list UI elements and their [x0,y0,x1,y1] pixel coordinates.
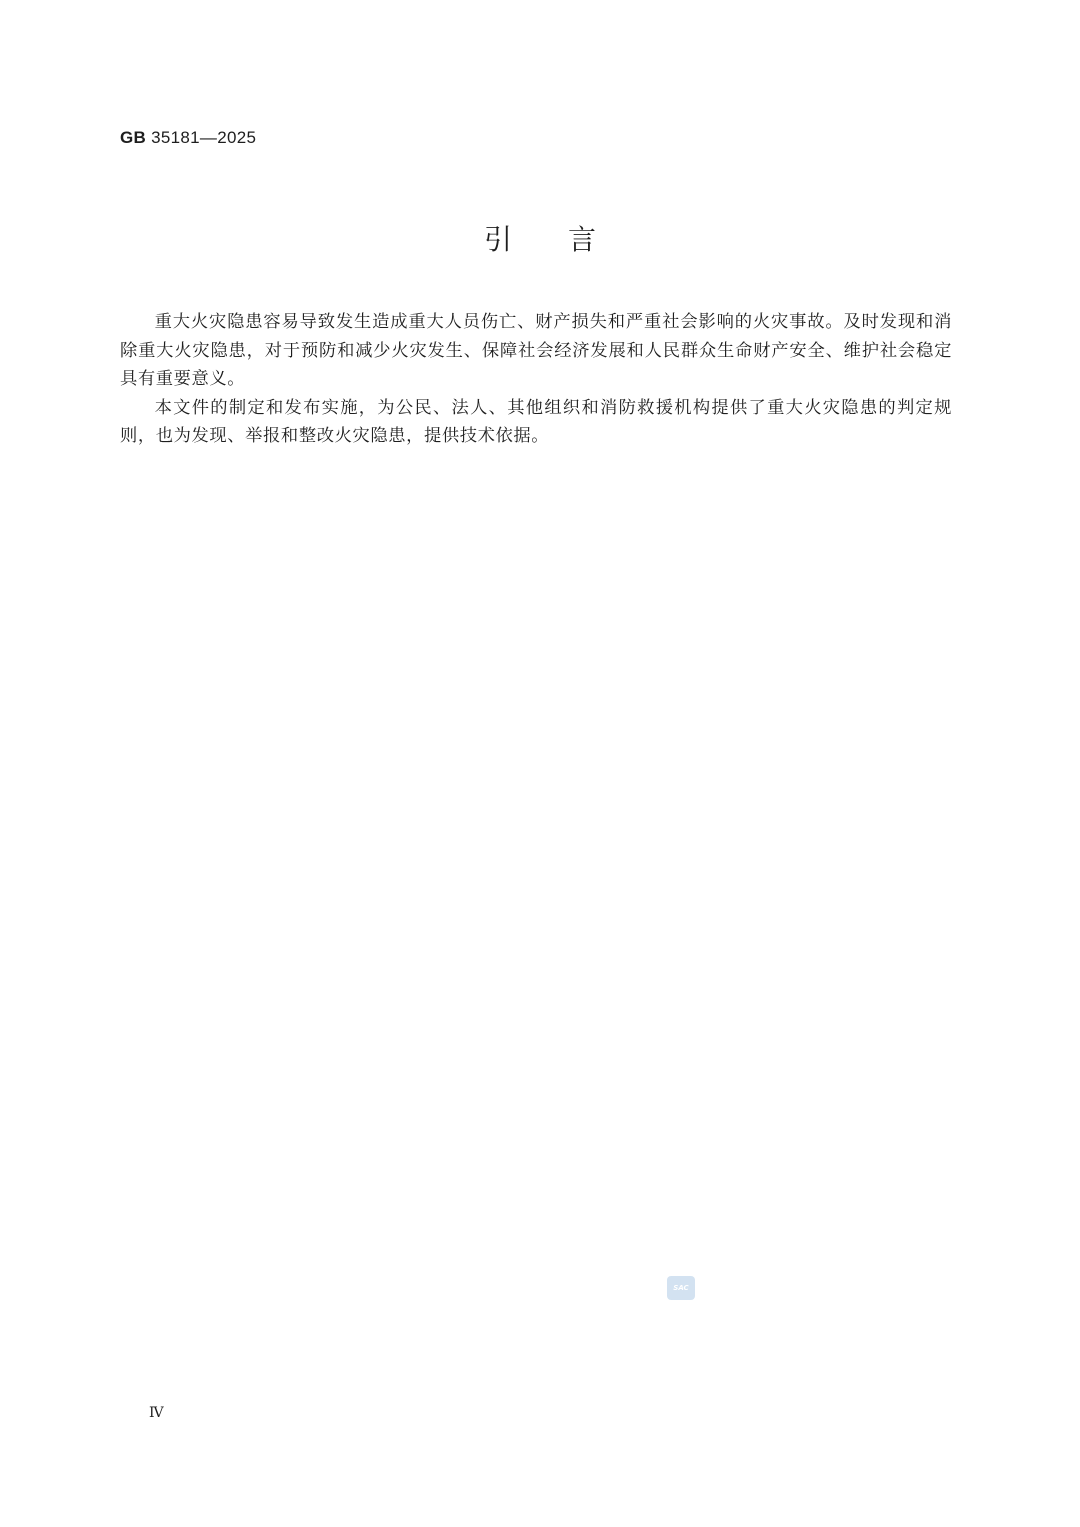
paragraph-1: 重大火灾隐患容易导致发生造成重大人员伤亡、财产损失和严重社会影响的火灾事故。及时发现和消除重大火灾隐患，对于预防和减少火灾发生、保障社会经济发展和人民群众生命财产安全、维护社会稳定具有重要意义。 [120,312,952,389]
sac-logo-watermark: SAC [667,1276,695,1300]
page-number: IV [149,1405,163,1421]
section-title: 引言 [483,223,652,256]
paragraph-2: 本文件的制定和发布实施，为公民、法人、其他组织和消防救援机构提供了重大火灾隐患的判定规则，也为发现、举报和整改火灾隐患，提供技术依据。 [120,397,952,446]
standard-prefix: GB [120,128,147,147]
standard-number: 35181—2025 [151,128,257,147]
standard-code [120,128,256,148]
introduction-body [120,308,952,451]
